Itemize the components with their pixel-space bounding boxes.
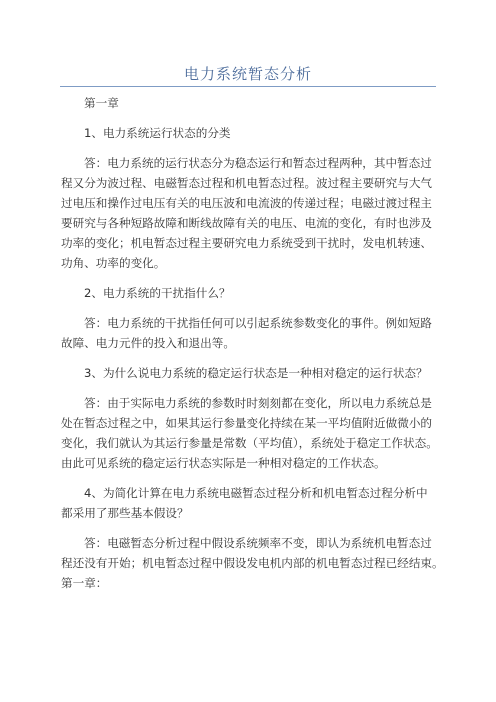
- question-4-line: 4、为简化计算在电力系统电磁暂态过程分析和机电暂态过程分析中: [84, 486, 428, 500]
- answer-3-line: 变化，我们就认为其运行参量是常数（平均值），系统处于稳定工作状态。: [61, 436, 438, 450]
- answer-4-line: 答：电磁暂态分析过程中假设系统频率不变，即认为系统机电暂态过: [84, 536, 432, 550]
- answer-3-line: 由此可见系统的稳定运行状态实际是一种相对稳定的工作状态。: [61, 456, 386, 470]
- answer-1-line: 程又分为波过程、电磁暂态过程和机电暂态过程。波过程主要研究与大气: [61, 176, 433, 190]
- chapter-heading: 第一章: [84, 96, 119, 110]
- answer-2-line: 故障、电力元件的投入和退出等。: [61, 336, 235, 350]
- document-title: 电力系统暂态分析: [183, 65, 312, 83]
- document-body: [61, 93, 447, 593]
- question-2: 2、电力系统的干扰指什么？: [84, 286, 231, 300]
- answer-1-line: 答：电力系统的运行状态分为稳态运行和暂态过程两种，其中暂态过: [84, 156, 432, 170]
- question-1: 1、电力系统运行状态的分类: [84, 126, 231, 140]
- answer-1-line: 功率的变化；机电暂态过程主要研究电力系统受到干扰时，发电机转速、: [61, 236, 433, 250]
- answer-3-line: 答：由于实际电力系统的参数时时刻刻都在变化，所以电力系统总是: [84, 396, 432, 410]
- answer-1-line: 功角、功率的变化。: [61, 256, 166, 270]
- answer-4-line: 程还没有开始；机电暂态过程中假设发电机内部的机电暂态过程已经结束。: [61, 556, 444, 570]
- answer-1-line: 过电压和操作过电压有关的电压波和电流波的传递过程；电磁过渡过程主: [61, 196, 433, 210]
- answer-2-line: 答：电力系统的干扰指任何可以引起系统参数变化的事件。例如短路: [84, 316, 432, 330]
- question-3: 3、为什么说电力系统的稳定运行状态是一种相对稳定的运行状态？: [84, 366, 428, 380]
- question-4-line: 都采用了那些基本假设？: [61, 506, 189, 520]
- title-underline: [60, 86, 436, 87]
- answer-4-line: 第一章：: [61, 576, 108, 590]
- answer-3-line: 处在暂态过程之中，如果其运行参量变化持续在某一平均值附近做微小的: [61, 416, 433, 430]
- answer-1-line: 要研究与各种短路故障和断线故障有关的电压、电流的变化，有时也涉及: [61, 216, 433, 230]
